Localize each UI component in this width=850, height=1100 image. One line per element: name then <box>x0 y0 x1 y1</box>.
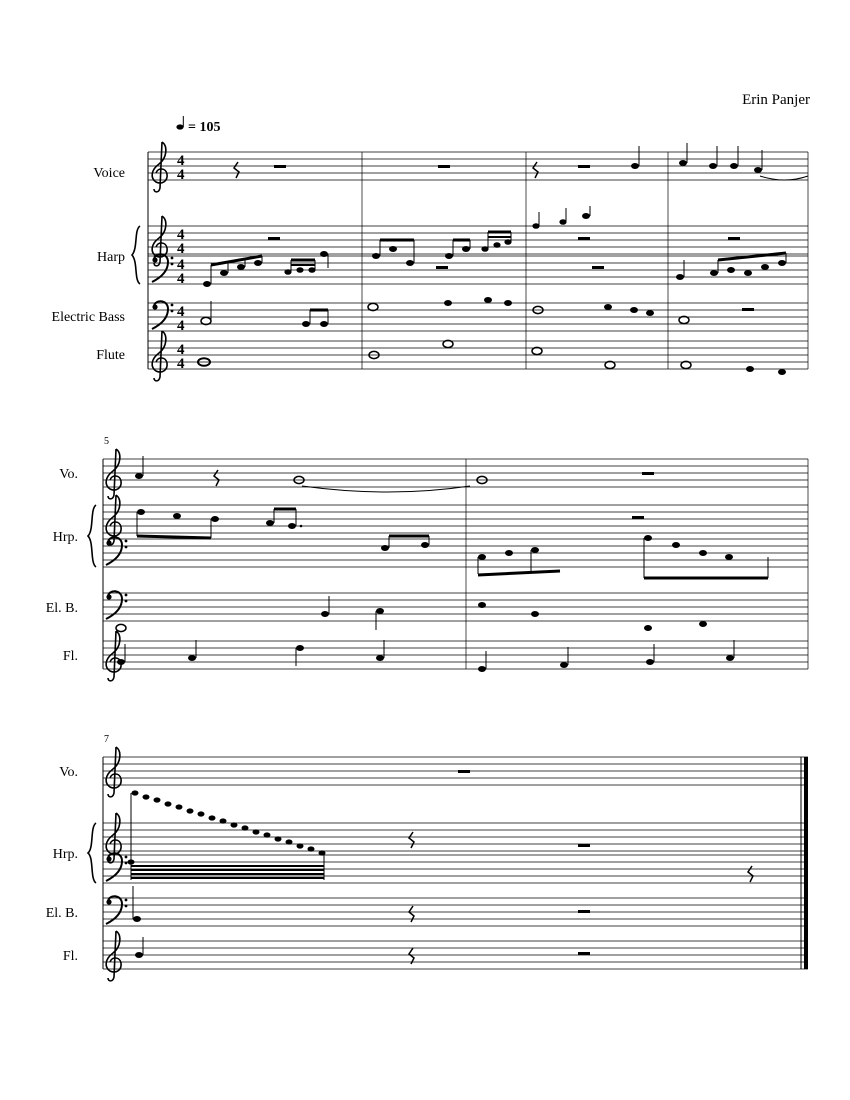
notes-system-1 <box>198 143 808 375</box>
harp-glissando-run <box>128 790 326 880</box>
svg-text:4: 4 <box>177 153 185 169</box>
system-1 <box>148 152 808 369</box>
staff-bass-3 <box>103 898 808 926</box>
svg-text:4: 4 <box>177 257 185 273</box>
label-bass-short: El. B. <box>45 601 78 616</box>
staff-harp-bass-1 <box>148 256 808 284</box>
clefs-3 <box>106 747 127 981</box>
label-harp-short-3: Hrp. <box>52 847 78 862</box>
tempo-mark <box>176 116 220 135</box>
svg-text:4: 4 <box>177 356 185 372</box>
svg-text:4: 4 <box>177 227 185 243</box>
svg-text:4: 4 <box>177 304 185 320</box>
staff-harp-treble-1 <box>148 226 808 254</box>
clefs-1 <box>152 142 173 381</box>
system-2 <box>103 459 808 669</box>
svg-text:4: 4 <box>177 167 185 183</box>
svg-text:4: 4 <box>177 318 185 334</box>
clefs-2 <box>106 449 127 681</box>
time-signatures <box>177 153 185 372</box>
harp-brace-3 <box>88 823 96 883</box>
label-harp-short: Hrp. <box>52 530 78 545</box>
staff-harp-treble-2 <box>103 505 808 533</box>
label-bass-short-3: El. B. <box>45 906 78 921</box>
svg-text:4: 4 <box>177 241 185 257</box>
notes-system-3 <box>128 770 754 964</box>
label-electric-bass: Electric Bass <box>51 310 125 325</box>
notes-system-2 <box>116 456 768 672</box>
label-voice: Voice <box>93 166 125 181</box>
harp-brace-1 <box>132 226 140 284</box>
label-flute: Flute <box>96 348 125 363</box>
label-flute-short: Fl. <box>62 649 78 664</box>
label-voice-short-3: Vo. <box>59 765 78 780</box>
staff-bass-2 <box>103 593 808 621</box>
staff-harp-treble-3 <box>103 823 808 851</box>
harp-brace-2 <box>88 505 96 567</box>
svg-text:= 105: = 105 <box>188 120 221 135</box>
label-flute-short-3: Fl. <box>62 949 78 964</box>
measure-number-7: 7 <box>104 734 109 745</box>
label-voice-short: Vo. <box>59 467 78 482</box>
staff-bass-1 <box>148 303 808 331</box>
system-3 <box>103 757 808 969</box>
staff-voice-3 <box>103 757 808 785</box>
label-harp: Harp <box>97 250 125 265</box>
staff-flute-2 <box>103 641 808 669</box>
staff-voice-2 <box>103 459 808 487</box>
staff-flute-3 <box>103 941 808 969</box>
svg-text:4: 4 <box>177 342 185 358</box>
measure-number-5: 5 <box>104 436 109 447</box>
svg-text:4: 4 <box>177 271 185 287</box>
composer-name: Erin Panjer <box>742 92 810 108</box>
staff-flute-1 <box>148 341 808 369</box>
